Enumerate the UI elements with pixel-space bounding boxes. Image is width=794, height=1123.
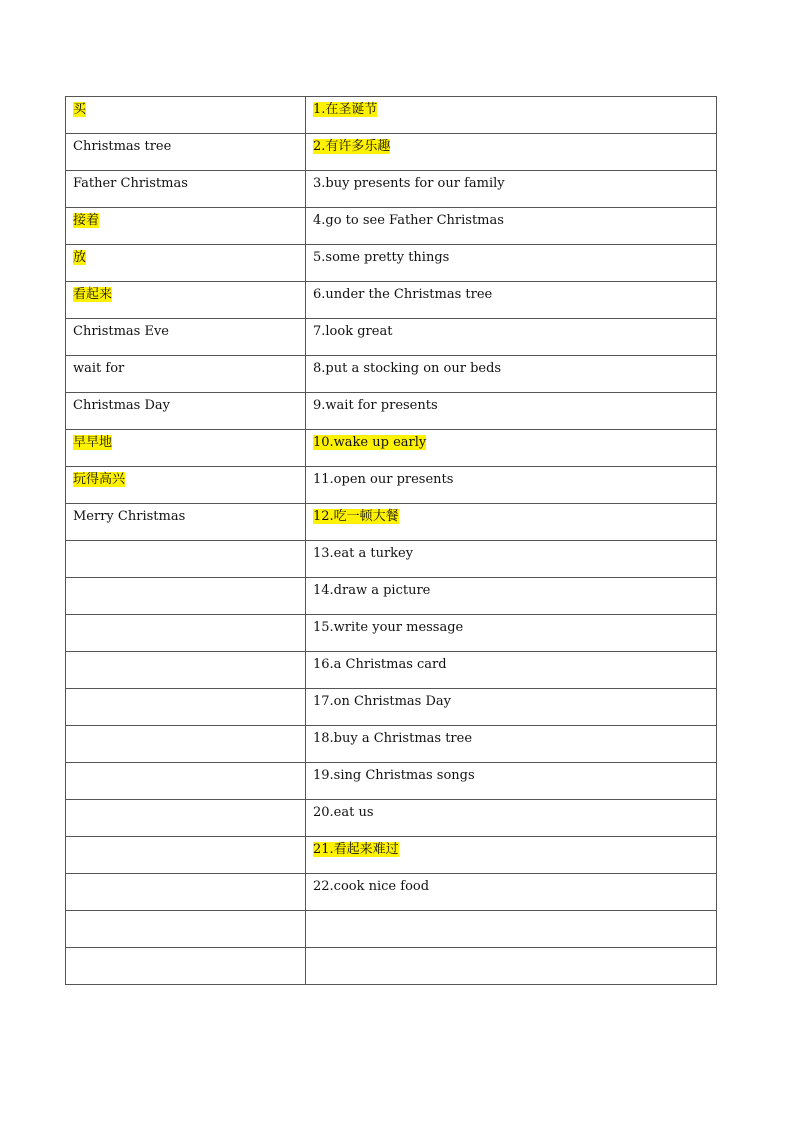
phrase-cell xyxy=(306,615,717,652)
table-row xyxy=(66,615,717,652)
term-cell xyxy=(66,97,306,134)
term-text: 看起来 xyxy=(73,287,113,302)
phrase-text: 3.buy presents for our family xyxy=(313,176,505,191)
phrase-text: 13.eat a turkey xyxy=(313,546,414,561)
phrase-text: 6.under the Christmas tree xyxy=(313,287,493,302)
phrase-text: 5.some pretty things xyxy=(313,250,450,265)
phrase-text: 19.sing Christmas songs xyxy=(313,768,475,783)
table-row xyxy=(66,652,717,689)
phrase-text: 12.吃一顿大餐 xyxy=(313,509,399,524)
phrase-cell xyxy=(306,874,717,911)
phrase-text: 11.open our presents xyxy=(313,472,454,487)
phrase-cell xyxy=(306,689,717,726)
term-text: 早早地 xyxy=(73,435,113,450)
term-text: Christmas Eve xyxy=(73,324,169,339)
term-cell xyxy=(66,430,306,467)
table-row xyxy=(66,245,717,282)
phrase-cell xyxy=(306,726,717,763)
term-cell xyxy=(66,134,306,171)
phrase-text: 15.write your message xyxy=(313,620,464,635)
term-cell xyxy=(66,171,306,208)
phrase-text: 7.look great xyxy=(313,324,393,339)
table-row xyxy=(66,282,717,319)
phrase-cell xyxy=(306,763,717,800)
table-row xyxy=(66,504,717,541)
term-cell xyxy=(66,393,306,430)
term-text: Christmas tree xyxy=(73,139,172,154)
term-cell xyxy=(66,948,306,985)
table-row xyxy=(66,467,717,504)
phrase-cell xyxy=(306,578,717,615)
table-row xyxy=(66,763,717,800)
table-row xyxy=(66,171,717,208)
term-text: Father Christmas xyxy=(73,176,188,191)
phrase-text: 22.cook nice food xyxy=(313,879,430,894)
vocabulary-table xyxy=(65,96,717,985)
term-cell xyxy=(66,911,306,948)
phrase-cell xyxy=(306,356,717,393)
table-row xyxy=(66,874,717,911)
phrase-cell xyxy=(306,208,717,245)
term-text: 接着 xyxy=(73,213,100,228)
phrase-cell xyxy=(306,504,717,541)
phrase-cell xyxy=(306,134,717,171)
term-cell xyxy=(66,800,306,837)
term-cell xyxy=(66,282,306,319)
term-cell xyxy=(66,615,306,652)
phrase-text: 16.a Christmas card xyxy=(313,657,447,672)
term-cell xyxy=(66,208,306,245)
term-cell xyxy=(66,541,306,578)
term-cell xyxy=(66,467,306,504)
term-cell xyxy=(66,319,306,356)
term-text: 玩得高兴 xyxy=(73,472,126,487)
term-cell xyxy=(66,652,306,689)
table-row xyxy=(66,948,717,985)
term-cell xyxy=(66,245,306,282)
phrase-text: 17.on Christmas Day xyxy=(313,694,451,709)
term-cell xyxy=(66,837,306,874)
table-row xyxy=(66,356,717,393)
phrase-cell xyxy=(306,652,717,689)
table-row xyxy=(66,800,717,837)
phrase-cell xyxy=(306,282,717,319)
phrase-text: 21.看起来难过 xyxy=(313,842,399,857)
term-text: 放 xyxy=(73,250,87,265)
term-cell xyxy=(66,689,306,726)
table-row xyxy=(66,689,717,726)
phrase-text: 14.draw a picture xyxy=(313,583,431,598)
term-cell xyxy=(66,356,306,393)
phrase-cell xyxy=(306,541,717,578)
term-text: 买 xyxy=(73,102,87,117)
phrase-cell xyxy=(306,319,717,356)
table-row xyxy=(66,393,717,430)
phrase-cell xyxy=(306,837,717,874)
term-text: Merry Christmas xyxy=(73,509,186,524)
term-cell xyxy=(66,726,306,763)
term-cell xyxy=(66,763,306,800)
phrase-cell xyxy=(306,430,717,467)
phrase-text: 20.eat us xyxy=(313,805,374,820)
term-text: Christmas Day xyxy=(73,398,170,413)
table-row xyxy=(66,578,717,615)
phrase-cell xyxy=(306,467,717,504)
phrase-cell xyxy=(306,171,717,208)
phrase-cell xyxy=(306,393,717,430)
table-row xyxy=(66,430,717,467)
phrase-cell xyxy=(306,948,717,985)
table-row xyxy=(66,837,717,874)
phrase-cell xyxy=(306,245,717,282)
phrase-text: 8.put a stocking on our beds xyxy=(313,361,502,376)
term-cell xyxy=(66,578,306,615)
phrase-text: 2.有许多乐趣 xyxy=(313,139,391,154)
table-row xyxy=(66,541,717,578)
table-row xyxy=(66,134,717,171)
phrase-text: 18.buy a Christmas tree xyxy=(313,731,473,746)
table-row xyxy=(66,208,717,245)
table-row xyxy=(66,911,717,948)
phrase-text: 10.wake up early xyxy=(313,435,427,450)
phrase-text: 4.go to see Father Christmas xyxy=(313,213,504,228)
table-row xyxy=(66,726,717,763)
phrase-text: 1.在圣诞节 xyxy=(313,102,378,117)
phrase-cell xyxy=(306,97,717,134)
table-row xyxy=(66,319,717,356)
phrase-cell xyxy=(306,800,717,837)
phrase-text: 9.wait for presents xyxy=(313,398,438,413)
term-cell xyxy=(66,874,306,911)
term-cell xyxy=(66,504,306,541)
vocabulary-table-body xyxy=(66,97,717,985)
term-text: wait for xyxy=(73,361,125,376)
phrase-cell xyxy=(306,911,717,948)
table-row xyxy=(66,97,717,134)
